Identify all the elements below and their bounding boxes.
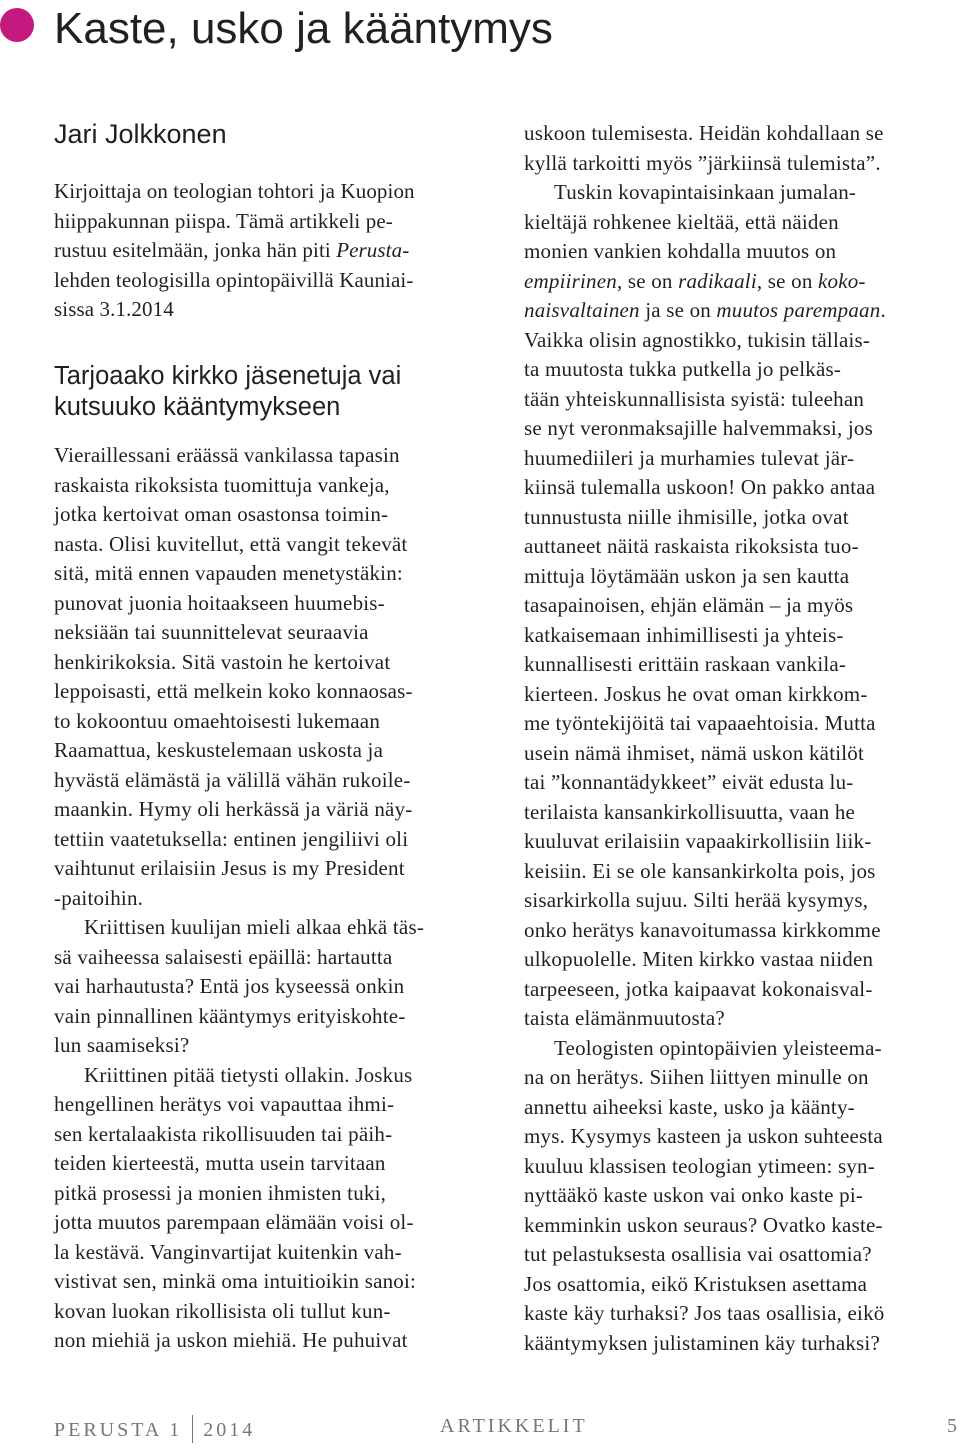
text-line: tettiin vaatetuksella: entinen jengiliivi oli: [54, 826, 409, 851]
text-line: ta muutosta tukka putkella jo pelkäs-: [524, 357, 842, 381]
emphasis: muutos parempaan: [716, 298, 881, 322]
text-line: katkaisemaan inhimillisesti ja yhteis-: [524, 622, 844, 647]
text-line: annettu aiheeksi kaste, usko ja käänty-: [524, 1094, 855, 1119]
footer-section: ARTIKKELIT: [440, 1415, 588, 1437]
footer-year: 2014: [203, 1419, 256, 1441]
emphasis: radikaali: [678, 268, 757, 293]
text-line: Kriittisen kuulijan mieli alkaa ehkä täs-: [84, 915, 425, 939]
text-line: neksiään tai suunnittelevat seuraavia: [54, 620, 369, 644]
text-line: monien vankien kohdalla muutos on: [524, 239, 837, 263]
text-line: hengellinen herätys voi vapauttaa ihmi-: [54, 1092, 395, 1116]
heading-line: kutsuuko kääntymykseen: [54, 393, 341, 421]
text-line: uskoon tulemisesta. Heidän kohdallaan se: [524, 121, 884, 145]
bio-line: hiippakunnan piispa. Tämä artikkeli pe-: [54, 208, 393, 233]
bio-line: lehden teologisilla opintopäivillä Kauniai-: [54, 267, 414, 292]
footer-magazine: [54, 1415, 255, 1443]
title-bullet-icon: [0, 8, 34, 42]
text-line: tarpeeseen, jotka kaipaavat kokonaisval-: [524, 976, 873, 1001]
text-line: taista elämänmuutosta?: [524, 1006, 725, 1030]
text-line: hyvästä elämästä ja välillä vähän rukoile-: [54, 767, 411, 792]
text-line: terilaista kansankirkollisuutta, vaan he: [524, 799, 856, 824]
text-line: leppoisasti, että melkein koko konnaosas-: [54, 679, 413, 703]
footer-magazine-name: PERUSTA 1: [54, 1419, 183, 1441]
right-body-text: [524, 119, 886, 1358]
page-number: 5: [947, 1415, 957, 1437]
text-line: to kokoontuu omaehtoisesti lukemaan: [54, 708, 381, 733]
bio-line-text: -: [402, 238, 410, 262]
text-line: henkirikoksia. Sitä vastoin he kertoivat: [54, 649, 391, 674]
emphasis: naisvaltainen: [524, 298, 640, 322]
text-line: lun saamiseksi?: [54, 1033, 190, 1057]
footer-divider: [192, 1415, 193, 1443]
text-line: la kestävä. Vanginvartijat kuitenkin vah-: [54, 1239, 402, 1264]
text-line: empiirinen, se on radikaali, se on koko-: [524, 268, 866, 293]
text-line: kuuluvat erilaisiin vapaakirkollisiin liik-: [524, 829, 872, 853]
text-line: me työntekijöitä tai vapaaehtoisia. Mutta: [524, 711, 876, 735]
text-line: non miehiä ja uskon miehiä. He puhuivat: [54, 1328, 408, 1352]
text-line: Jos osattomia, eikö Kristuksen asettama: [524, 1271, 868, 1296]
text-line: keisiin. Ei se ole kansankirkolta pois, jos: [524, 858, 876, 883]
text-line: teiden kierteestä, mutta usein tarvitaan: [54, 1151, 386, 1175]
text-line: sä vaiheessa salaisesti epäillä: hartautta: [54, 944, 393, 969]
text-line: naisvaltainen ja se on muutos parempaan.: [524, 298, 886, 322]
bio-line: [54, 236, 415, 266]
page-footer: [54, 1408, 960, 1448]
text-line: kuuluu klassisen teologian ytimeen: syn-: [524, 1153, 875, 1178]
emphasis: empiirinen: [524, 268, 617, 293]
text-line: tään yhteiskunnallisista syistä: tuleehan: [524, 386, 865, 411]
author-bio: [54, 177, 415, 325]
bio-line-text: rustuu esitelmään, jonka hän piti: [54, 238, 337, 262]
text-line: tai ”konnantädykkeet” eivät edusta lu-: [524, 770, 854, 794]
text-line: raskaista rikoksista tuomittuja vankeja,: [54, 472, 390, 497]
text-line: kemminkin uskon seuraus? Ovatko kaste-: [524, 1212, 883, 1237]
text-line: vaihtunut erilaisiin Jesus is my President: [54, 856, 405, 880]
text-line: kieltäjä rohkenee kieltää, että näiden: [524, 209, 839, 234]
bio-magazine-name: Perusta: [336, 238, 403, 262]
text-line: vai harhautusta? Entä jos kyseessä onkin: [54, 974, 405, 998]
text-line: tut pelastuksesta osallisia vai osattomia?: [524, 1242, 872, 1266]
text-line: kovan luokan rikollisista oli tullut kun-: [54, 1298, 391, 1323]
article-title: Kaste, usko ja kääntymys: [54, 4, 553, 53]
text-line: Vieraillessani eräässä vankilassa tapasin: [54, 443, 400, 467]
text-line: onko herätys kanavoitumassa kirkkomme: [524, 917, 881, 942]
section-heading: [54, 361, 401, 423]
text-line: Tuskin kovapintaisinkaan jumalan-: [554, 180, 857, 204]
text-line: ulkopuolelle. Miten kirkko vastaa niiden: [524, 947, 874, 971]
text-line: vistivat sen, minkä oma intuitioikin sanoi:: [54, 1269, 417, 1293]
bio-line: Kirjoittaja on teologian tohtori ja Kuopion: [54, 179, 415, 203]
left-body-text: [54, 441, 424, 1356]
emphasis: koko-: [817, 268, 866, 293]
text-line: usein nämä ihmiset, nämä uskon kätilöt: [524, 740, 865, 765]
text-line: nyttääkö kaste uskon vai onko kaste pi-: [524, 1183, 864, 1207]
text-line: jotta muutos parempaan elämään voisi ol-: [54, 1210, 414, 1234]
text-line: huumediileri ja murhamies tulevat jär-: [524, 445, 855, 470]
text-line: kääntymyksen julistaminen käy turhaksi?: [524, 1330, 880, 1355]
text-line: Vaikka olisin agnostikko, tukisin tällais-: [524, 327, 871, 352]
text-line: sisarkirkolla sujuu. Silti herää kysymys,: [524, 888, 869, 912]
text-line: kiinsä tulemalla uskoon! On pakko antaa: [524, 475, 876, 499]
text-line: mys. Kysymys kasteen ja uskon suhteesta: [524, 1124, 883, 1148]
text-line: Raamattua, keskustelemaan uskosta ja: [54, 738, 384, 762]
text-line: mittuja löytämään uskon ja sen kautta: [524, 563, 850, 588]
heading-line: Tarjoaako kirkko jäsenetuja vai: [54, 362, 402, 390]
text-line: kunnallisesti erittäin raskaan vankila-: [524, 652, 847, 676]
text-line: -paitoihin.: [54, 885, 144, 910]
text-line: maankin. Hymy oli herkässä ja väriä näy-: [54, 797, 413, 821]
text-line: se nyt veronmaksajille halvemmaksi, jos: [524, 416, 873, 440]
text-line: kierteen. Joskus he ovat oman kirkkom-: [524, 681, 868, 706]
text-line: tunnustusta niille ihmisille, jotka ovat: [524, 504, 849, 529]
bio-line: sissa 3.1.2014: [54, 297, 174, 321]
text-line: kyllä tarkoitti myös ”järkiinsä tulemista”.: [524, 150, 881, 175]
text-line: sitä, mitä ennen vapauden menetystäkin:: [54, 561, 403, 585]
text-line: Kriittinen pitää tietysti ollakin. Joskus: [84, 1062, 413, 1087]
text-line: vain pinnallinen kääntymys erityiskohte-: [54, 1003, 406, 1028]
text-line: na on herätys. Siihen liittyen minulle on: [524, 1065, 869, 1089]
text-line: pitkä prosessi ja monien ihmisten tuki,: [54, 1180, 387, 1205]
text-line: sen kertalaakista rikollisuuden tai päih-: [54, 1121, 393, 1146]
text-line: tasapainoisen, ehjän elämän – ja myös: [524, 593, 854, 617]
text-line: punovat juonia hoitaakseen huumebis-: [54, 590, 385, 615]
text-line: nasta. Olisi kuvitellut, että vangit tekevät: [54, 531, 408, 556]
author-name: Jari Jolkkonen: [54, 119, 227, 149]
text-line: auttaneet näitä raskaista rikoksista tuo-: [524, 534, 859, 558]
text-line: Teologisten opintopäivien yleisteema-: [554, 1035, 882, 1060]
text-line: jotka kertoivat oman osastonsa toimin-: [54, 502, 389, 526]
text-line: kaste käy turhaksi? Jos taas osallisia, eikö: [524, 1301, 885, 1325]
